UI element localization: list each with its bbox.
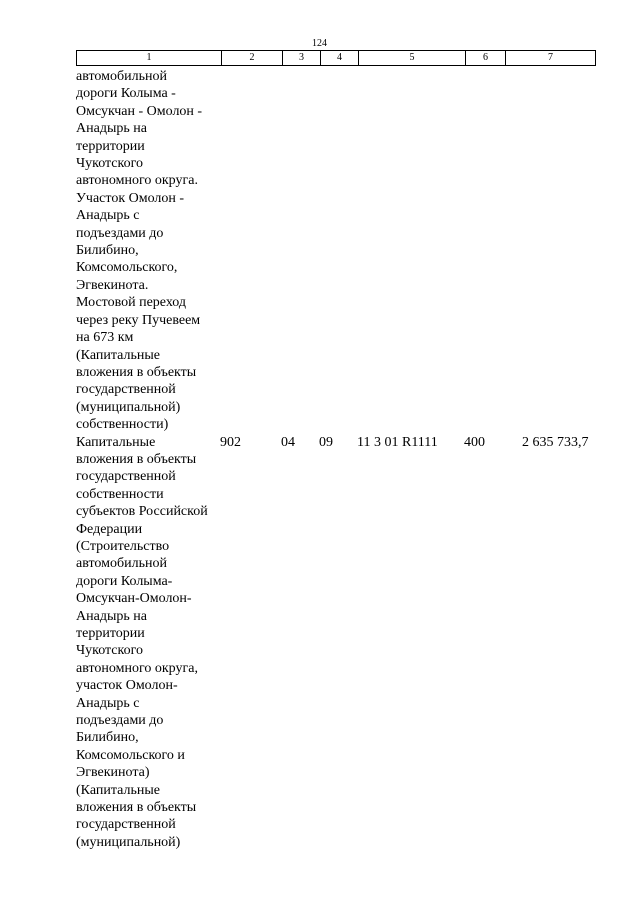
column-header-6: 6 [466,51,506,66]
name-line: через реку Пучевеем [76,312,201,328]
name-line: Билибино, [76,730,139,746]
name-line: подъездами до [76,225,164,241]
name-line: дороги Колыма- [76,573,173,589]
name-line: Комсомольского, [76,260,178,276]
name-line: на 673 км [76,330,134,346]
name-line: государственной [76,469,176,485]
name-line: Эгвекинота) [76,765,150,781]
name-line: вложения в объекты [76,364,197,380]
name-line: Комсомольского и [76,747,185,763]
name-line: автономного округа. [76,173,198,189]
row-2-col-4: 09 [319,434,333,450]
name-line: Эгвекинота. [76,277,149,293]
name-line: участок Омолон- [76,678,178,694]
row-1-name [76,68,226,434]
name-line: автомобильной [76,556,167,572]
name-line: собственности [76,486,164,502]
name-line: подъездами до [76,713,164,729]
name-line: Омсукчан - Омолон - [76,103,203,119]
name-line: государственной [76,817,176,833]
name-line: (Строительство [76,538,170,554]
name-line: дороги Колыма - [76,86,176,102]
name-line: Анадырь с [76,695,140,711]
table-body [76,68,636,851]
table-row [76,68,636,434]
name-line: Анадырь на [76,608,147,624]
name-line: Участок Омолон - [76,190,185,206]
name-line: (муниципальной) [76,399,181,415]
name-line: территории [76,138,145,154]
name-line: вложения в объекты [76,451,197,467]
name-line: субъектов Российской [76,504,208,520]
name-line: Билибино, [76,243,139,259]
name-line: автономного округа, [76,660,198,676]
name-line: Омсукчан-Омолон- [76,591,192,607]
column-header-table [76,50,596,66]
name-line: Чукотского [76,156,143,172]
column-header-4: 4 [321,51,359,66]
page-number: 124 [312,38,327,49]
row-2-col-5: 11 3 01 R1111 [357,434,438,450]
column-header-7: 7 [506,51,596,66]
name-line: территории [76,626,145,641]
name-line: Анадырь на [76,121,147,137]
row-2-col-3: 04 [281,434,295,450]
column-header-5: 5 [359,51,466,66]
name-line: (муниципальной) [76,834,181,850]
row-2-col-7: 2 635 733,7 [522,434,589,450]
name-line: государственной [76,382,176,398]
name-line: Мостовой переход [76,295,187,311]
row-2-col-2: 902 [220,434,241,450]
column-header-row [77,51,596,66]
name-line: автомобильной [76,69,167,84]
row-2-col-6: 400 [464,434,485,450]
name-line: собственности) [76,417,169,433]
column-header-3: 3 [283,51,321,66]
name-line: (Капитальные [76,347,160,363]
row-2-name [76,434,226,852]
column-header-2: 2 [222,51,283,66]
name-line: Капитальные [76,434,156,450]
table-row [76,434,636,852]
name-line: (Капитальные [76,782,160,798]
column-header-1: 1 [77,51,222,66]
name-line: Федерации [76,521,143,537]
name-line: Анадырь с [76,208,140,224]
name-line: Чукотского [76,643,143,659]
name-line: вложения в объекты [76,800,197,816]
